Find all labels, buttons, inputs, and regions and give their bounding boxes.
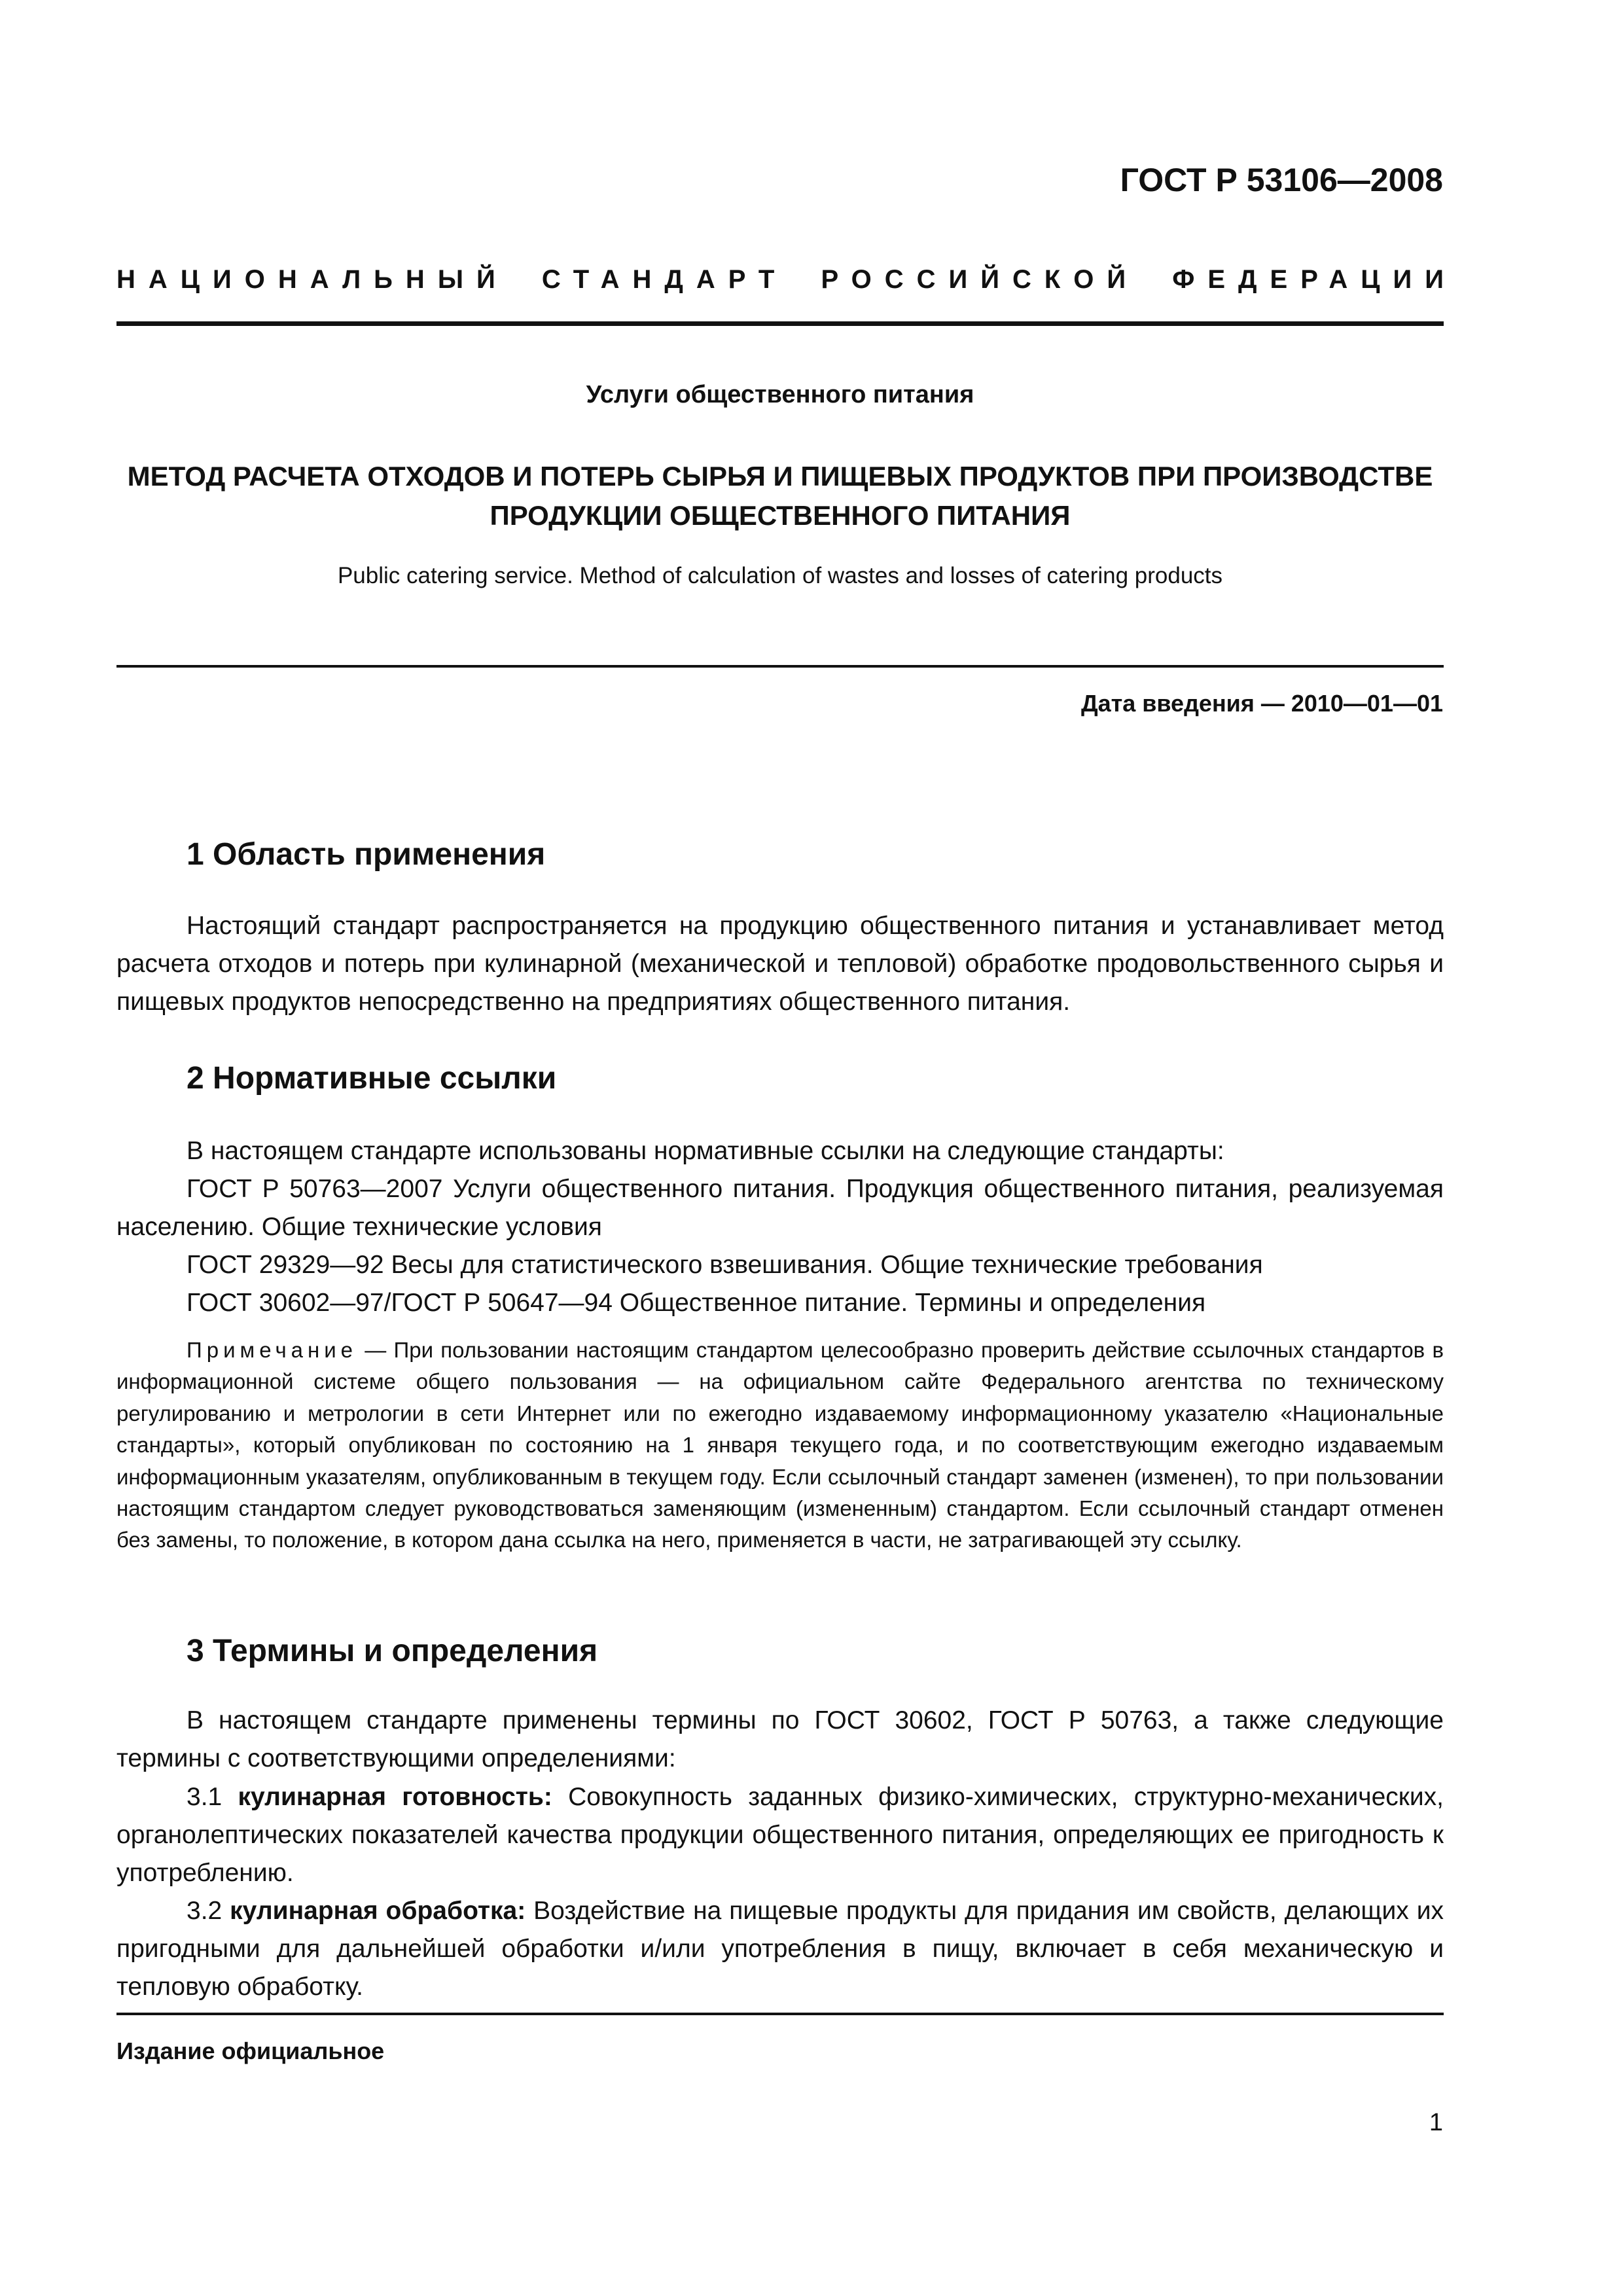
title-line: МЕТОД РАСЧЕТА ОТХОДОВ И ПОТЕРЬ СЫРЬЯ И ПИЩЕВЫХ ПРОДУКТОВ ПРИ ПРОИЗВОДСТВЕ [127,461,1433,492]
page-number: 1 [1429,2109,1443,2136]
title-divider [116,665,1444,668]
reference-item: ГОСТ 30602—97/ГОСТ Р 50647—94 Общественное питание. Термины и определения [187,1289,1206,1317]
section-paragraph: Настоящий стандарт распространяется на продукцию общественного питания и устанавливает метод расчета отходов и потерь при кулинарной (механической и тепловой) обработке продовольственного сырья и пищевых продуктов непосредственно на предприятиях общественного питания. [116,912,1444,1016]
banner-word: НАЦИОНАЛЬНЫЙ [116,265,508,294]
term-definition [116,1892,1444,2006]
official-edition-label: Издание официальное [116,2037,385,2064]
term-name: кулинарная готовность: [238,1783,552,1811]
term-number: 3.2 [187,1897,230,1925]
footer-divider [116,2013,1444,2015]
term-definition [116,1778,1444,1892]
term-text: Совокупность заданных физико-химических, структурно-механических, органолептических показателей качества продукции общественного питания, определяющих ее пригодность к употреблению. [116,1783,1444,1887]
document-title [116,457,1444,535]
english-title: Public catering service. Method of calculation of wastes and losses of catering products [337,563,1223,588]
section-heading: 2 Нормативные ссылки [187,1061,557,1096]
introduction-date: Дата введения — 2010—01—01 [1080,690,1443,717]
term-number: 3.1 [187,1783,238,1811]
note-label: Примечание [187,1338,358,1362]
national-standard-banner [116,265,1457,295]
section-heading: 3 Термины и определения [187,1634,598,1668]
term-text: Воздействие на пищевые продукты для придания им свойств, делающих их пригодными для дальнейшей обработки и/или употребления в пищу, включает в себя механическую и тепловую обработку. [116,1897,1444,2001]
reference-item: ГОСТ Р 50763—2007 Услуги общественного питания. Продукция общественного питания, реализуемая населению. Общие технические условия [116,1175,1444,1241]
banner-word: РОССИЙСКОЙ [821,265,1139,294]
banner-word: СТАНДАРТ [541,265,788,294]
banner-word: ФЕДЕРАЦИИ [1172,265,1457,294]
document-number: ГОСТ Р 53106—2008 [1120,162,1443,198]
term-name: кулинарная обработка: [230,1897,526,1925]
section-paragraph: В настоящем стандарте использованы нормативные ссылки на следующие стандарты: [187,1137,1224,1165]
document-subtitle: Услуги общественного питания [586,381,974,408]
section-heading: 1 Область применения [187,837,546,872]
section-paragraph: В настоящем стандарте применены термины по ГОСТ 30602, ГОСТ Р 50763, а также следующие термины с соответствующими определениями: [116,1706,1444,1772]
reference-item: ГОСТ 29329—92 Весы для статистического взвешивания. Общие технические требования [187,1251,1263,1279]
note-text: — При пользовании настоящим стандартом целесообразно проверить действие ссылочных стандартов в информационной системе общего пользования — на официальном сайте Федерального агентства по техническому регулированию и метрологии в сети Интернет или по ежегодно издаваемому информационному указателю «Национальные стандарты», который опубликован по состоянию на 1 января текущего года, и по соответствующим ежегодно издаваемым информационным указателям, опубликованным в текущем году. Если ссылочный стандарт заменен (изменен), то при пользовании настоящим стандартом следует руководствоваться заменяющим (измененным) стандартом. Если ссылочный стандарт отменен без замены, то положение, в котором дана ссылка на него, применяется в части, не затрагивающей эту ссылку. [116,1338,1444,1552]
title-line: ПРОДУКЦИИ ОБЩЕСТВЕННОГО ПИТАНИЯ [490,500,1071,531]
note-paragraph [116,1335,1444,1556]
header-divider [116,321,1444,326]
